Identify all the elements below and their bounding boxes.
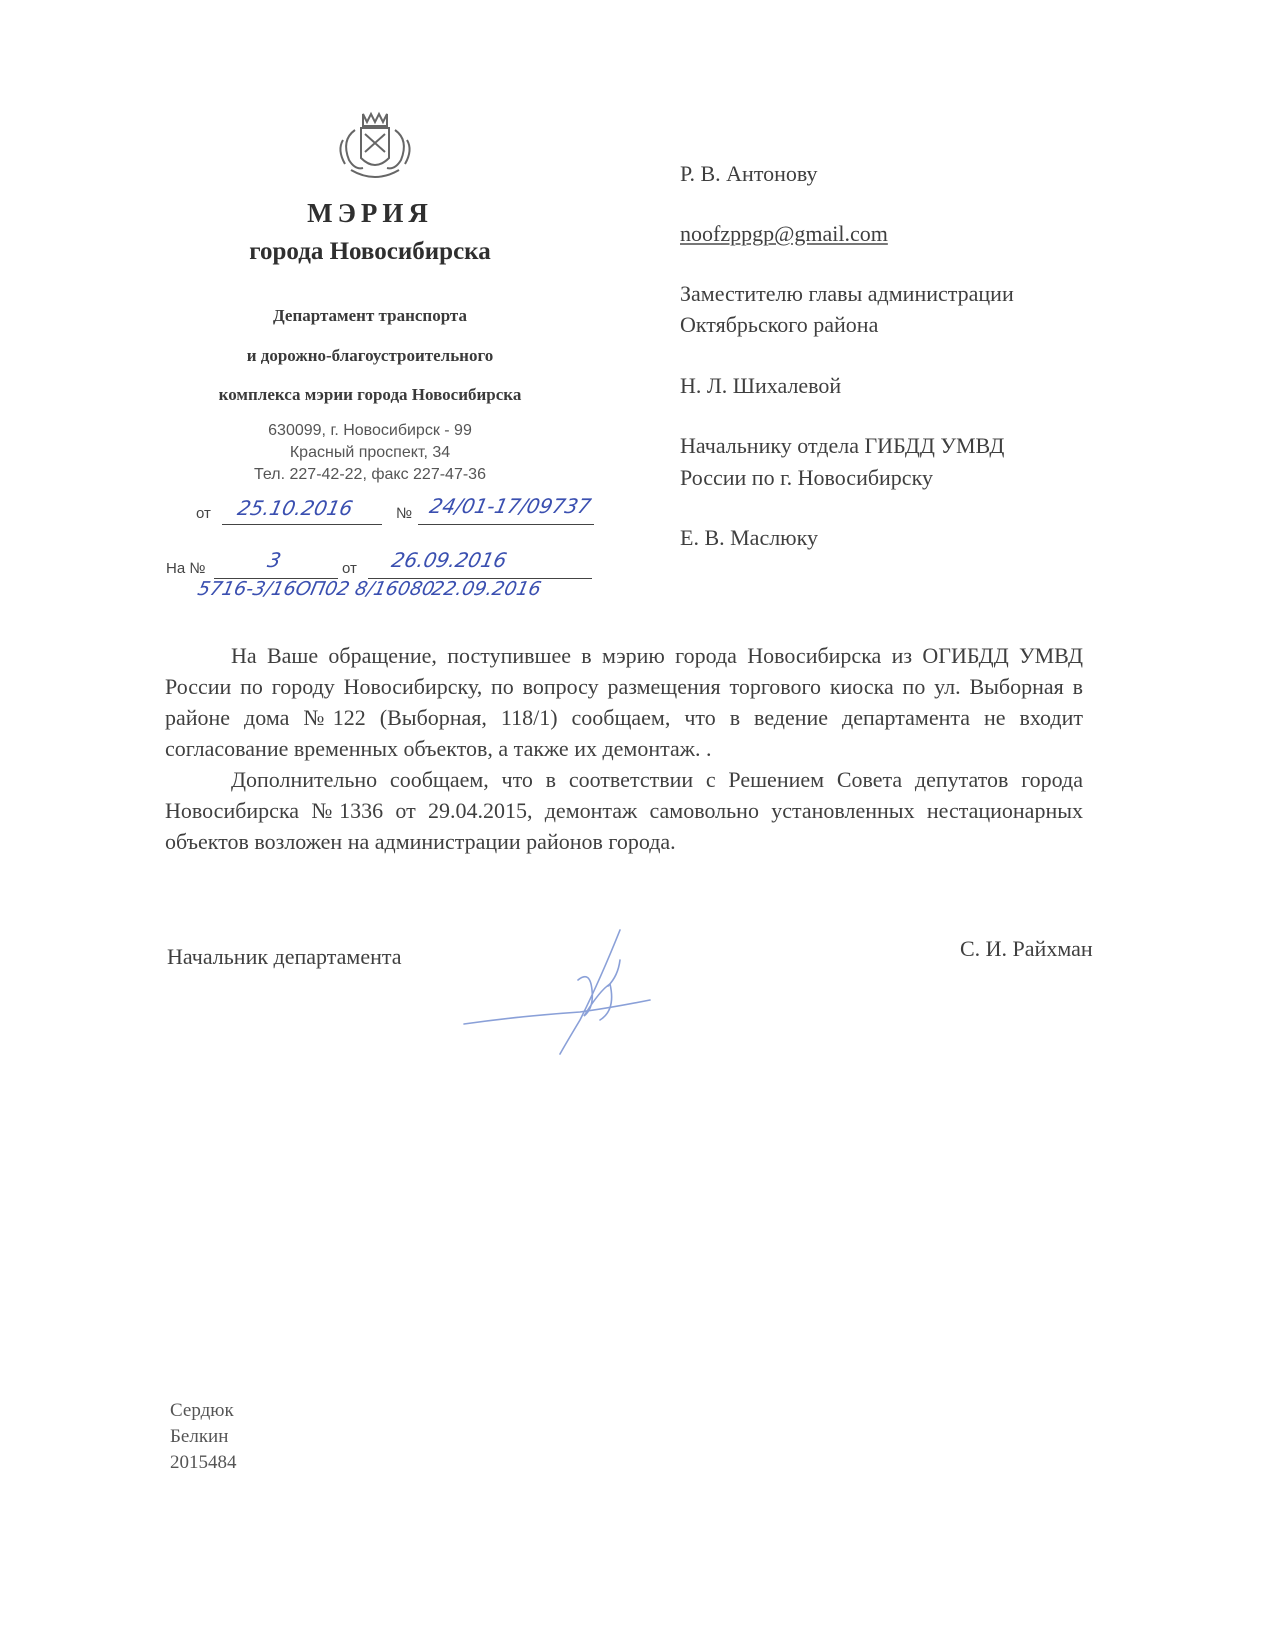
recipient-deputy-line-1: Заместителю главы администрации: [680, 281, 1014, 306]
number-label: №: [396, 505, 413, 522]
org-city: города Новосибирска: [249, 238, 491, 265]
ref-number: 3: [265, 548, 284, 572]
handwritten-signature: [460, 920, 660, 1060]
from-date: 25.10.2016: [235, 496, 356, 520]
ref-extra-number: 5716-3/16ОП02 8/16080: [195, 578, 437, 600]
ref-from-label: от: [342, 560, 357, 577]
ref-extra-date: 22.09.2016: [429, 578, 544, 600]
department-line-3: комплекса мэрии города Новосибирска: [218, 385, 522, 404]
recipient-gibdd-line-2: России по г. Новосибирску: [680, 465, 933, 490]
department-line-2: и дорожно-благоустроительного: [246, 346, 494, 365]
number-line: [418, 524, 594, 525]
from-label: от: [196, 505, 211, 522]
executor-phone: 2015484: [170, 1452, 237, 1473]
executor-1: Сердюк: [170, 1400, 234, 1421]
coat-of-arms-icon: [333, 110, 417, 186]
signatory-name: С. И. Райхман: [960, 936, 1093, 961]
recipient-antonov: Р. В. Антонову: [680, 161, 818, 186]
recipient-email: noofzppgp@gmail.com: [680, 221, 888, 246]
recipient-deputy-name: Н. Л. Шихалевой: [680, 373, 842, 398]
ref-label: На №: [166, 560, 206, 577]
from-date-line: [222, 524, 382, 525]
ref-date: 26.09.2016: [389, 548, 510, 572]
address-line-3: Тел. 227-42-22, факс 227-47-36: [254, 466, 486, 483]
recipient-gibdd-line-1: Начальнику отдела ГИБДД УМВД: [680, 433, 1005, 458]
body-paragraph-2: Дополнительно сообщаем, что в соответствии с Решением Совета депутатов города Новосибирска №1336 от 29.04.2015, демонтаж самовольно установленных нестационарных объектов возложен на администрации районов города.: [165, 767, 1083, 854]
recipient-deputy-line-2: Октябрьского района: [680, 312, 879, 337]
letter-body: [165, 640, 1083, 857]
outgoing-number: 24/01-17/09737: [427, 494, 594, 518]
signatory-title: Начальник департамента: [167, 944, 402, 969]
recipient-gibdd-name: Е. В. Маслюку: [680, 525, 818, 550]
address-line-2: Красный проспект, 34: [289, 444, 451, 461]
body-paragraph-1: На Ваше обращение, поступившее в мэрию города Новосибирска из ОГИБДД УМВД России по городу Новосибирску, по вопросу размещения торгового киоска по ул. Выборная в районе дома №122 (Выборная, 118/1) сообщаем, что в ведение департамента не входит согласование временных объектов, а также их демонтаж. .: [165, 643, 1083, 761]
department-line-1: Департамент транспорта: [273, 306, 467, 325]
org-title: МЭРИЯ: [307, 198, 433, 228]
executor-2: Белкин: [170, 1426, 229, 1447]
address-line-1: 630099, г. Новосибирск - 99: [268, 422, 472, 439]
